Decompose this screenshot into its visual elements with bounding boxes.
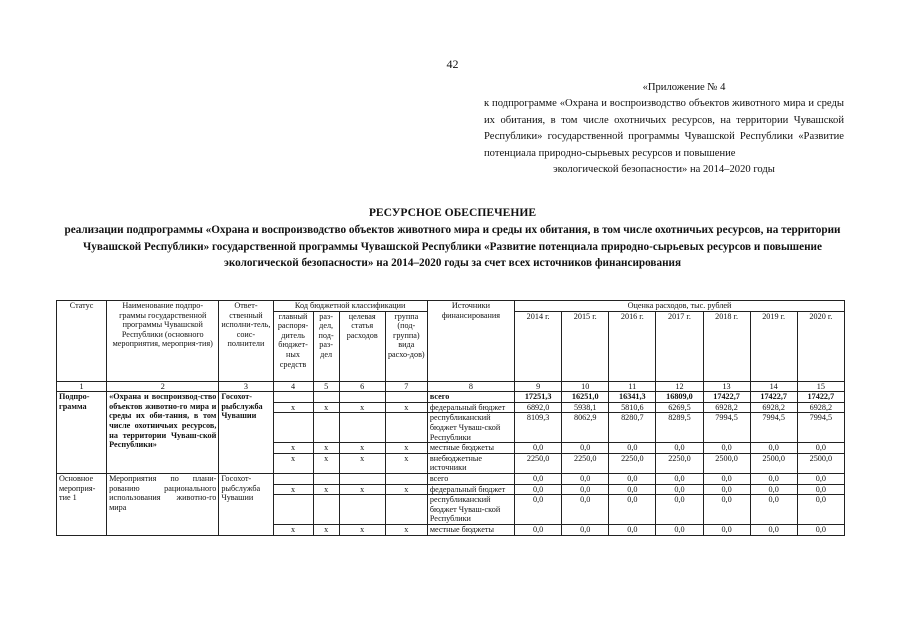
resource-table <box>56 300 845 536</box>
amount-cell: 0,0 <box>656 524 703 535</box>
amount-cell: 0,0 <box>750 484 797 495</box>
table-row <box>57 392 845 403</box>
amount-cell: 0,0 <box>797 473 844 484</box>
amount-cell: 0,0 <box>515 443 562 454</box>
amount-cell: 2250,0 <box>562 453 609 473</box>
header-year: 2019 г. <box>750 311 797 381</box>
budget-code-cell: х <box>273 524 313 535</box>
amount-cell: 17422,7 <box>797 392 844 403</box>
budget-code-cell: х <box>385 453 427 473</box>
header-executor: Ответ-ственный исполни-тель, соис-полнители <box>219 301 273 382</box>
amount-cell: 0,0 <box>515 484 562 495</box>
budget-code-cell <box>313 413 339 443</box>
funding-source: местные бюджеты <box>427 443 514 454</box>
budget-code-cell: х <box>339 453 385 473</box>
budget-code-cell <box>339 495 385 525</box>
amount-cell: 6269,5 <box>656 402 703 413</box>
amount-cell: 16809,0 <box>656 392 703 403</box>
amount-cell: 0,0 <box>609 484 656 495</box>
budget-code-cell: х <box>313 443 339 454</box>
amount-cell: 0,0 <box>750 443 797 454</box>
row-name: Мероприятия по плани-рованию рационального использования животно-го мира <box>107 473 219 535</box>
budget-code-cell: х <box>313 484 339 495</box>
amount-cell: 0,0 <box>562 495 609 525</box>
budget-code-cell <box>339 413 385 443</box>
column-number: 15 <box>797 381 844 392</box>
column-number: 14 <box>750 381 797 392</box>
funding-source: внебюджетные источники <box>427 453 514 473</box>
budget-code-cell: х <box>339 484 385 495</box>
amount-cell: 5938,1 <box>562 402 609 413</box>
budget-code-cell: х <box>339 443 385 454</box>
amount-cell: 2250,0 <box>656 453 703 473</box>
header-year: 2015 г. <box>562 311 609 381</box>
budget-code-cell <box>273 473 313 484</box>
amount-cell: 8289,5 <box>656 413 703 443</box>
amount-cell: 6928,2 <box>703 402 750 413</box>
appendix-note <box>484 80 844 178</box>
amount-cell: 0,0 <box>703 484 750 495</box>
amount-cell: 0,0 <box>797 524 844 535</box>
amount-cell: 7994,5 <box>797 413 844 443</box>
amount-cell: 8062,9 <box>562 413 609 443</box>
amount-cell: 0,0 <box>656 473 703 484</box>
budget-code-cell <box>273 392 313 403</box>
amount-cell: 2250,0 <box>515 453 562 473</box>
header-year: 2018 г. <box>703 311 750 381</box>
header-code-col: группа (под-группа) вида расхо-дов) <box>385 311 427 381</box>
amount-cell: 2500,0 <box>797 453 844 473</box>
amount-cell: 0,0 <box>609 443 656 454</box>
header-sources: Источники финансирования <box>427 301 514 382</box>
amount-cell: 2250,0 <box>609 453 656 473</box>
amount-cell: 0,0 <box>797 495 844 525</box>
budget-code-cell: х <box>313 453 339 473</box>
amount-cell: 16341,3 <box>609 392 656 403</box>
amount-cell: 7994,5 <box>750 413 797 443</box>
column-number: 3 <box>219 381 273 392</box>
amount-cell: 17422,7 <box>703 392 750 403</box>
column-number: 13 <box>703 381 750 392</box>
amount-cell: 0,0 <box>750 495 797 525</box>
row-name: «Охрана и воспроизвод-ство объектов животно-го мира и среды их оби-тания, в том числе охотничьих ресурсов, на территории Чуваш-ской Республики» <box>107 392 219 474</box>
budget-code-cell: х <box>313 524 339 535</box>
amount-cell: 8280,7 <box>609 413 656 443</box>
budget-code-cell: х <box>385 484 427 495</box>
column-number: 6 <box>339 381 385 392</box>
amount-cell: 0,0 <box>750 524 797 535</box>
amount-cell: 0,0 <box>562 524 609 535</box>
amount-cell: 2500,0 <box>703 453 750 473</box>
budget-code-cell <box>339 392 385 403</box>
amount-cell: 17422,7 <box>750 392 797 403</box>
header-code-col: раз-дел, под-раз-дел <box>313 311 339 381</box>
header-budget-code: Код бюджетной классификации <box>273 301 427 312</box>
column-number: 7 <box>385 381 427 392</box>
budget-code-cell <box>385 473 427 484</box>
budget-code-cell <box>313 495 339 525</box>
header-name: Наименование подпро-граммы государственной программы Чувашской Республики (основного мероприятия, мероприя-тия) <box>107 301 219 382</box>
column-number-row <box>57 381 845 392</box>
budget-code-cell <box>313 392 339 403</box>
funding-source: республиканский бюджет Чуваш-ской Республики <box>427 495 514 525</box>
column-number: 5 <box>313 381 339 392</box>
column-number: 8 <box>427 381 514 392</box>
amount-cell: 0,0 <box>515 473 562 484</box>
funding-source: республиканский бюджет Чуваш-ской Республики <box>427 413 514 443</box>
budget-code-cell: х <box>273 484 313 495</box>
amount-cell: 6928,2 <box>750 402 797 413</box>
budget-code-cell: х <box>273 453 313 473</box>
header-code-col: целевая статья расходов <box>339 311 385 381</box>
amount-cell: 0,0 <box>797 443 844 454</box>
budget-code-cell <box>385 413 427 443</box>
amount-cell: 17251,3 <box>515 392 562 403</box>
header-estimate: Оценка расходов, тыс. рублей <box>515 301 845 312</box>
amount-cell: 0,0 <box>515 524 562 535</box>
document-title: РЕСУРСНОЕ ОБЕСПЕЧЕНИЕ <box>368 206 537 219</box>
amount-cell: 0,0 <box>703 495 750 525</box>
budget-code-cell <box>339 473 385 484</box>
budget-code-cell <box>273 413 313 443</box>
budget-code-cell: х <box>385 402 427 413</box>
header-year: 2016 г. <box>609 311 656 381</box>
amount-cell: 0,0 <box>609 524 656 535</box>
budget-code-cell: х <box>385 443 427 454</box>
amount-cell: 0,0 <box>515 495 562 525</box>
budget-code-cell: х <box>313 402 339 413</box>
amount-cell: 7994,5 <box>703 413 750 443</box>
budget-code-cell: х <box>339 402 385 413</box>
amount-cell: 0,0 <box>562 443 609 454</box>
row-status: Подпро-грамма <box>57 392 107 474</box>
budget-code-cell: х <box>339 524 385 535</box>
column-number: 9 <box>515 381 562 392</box>
column-number: 4 <box>273 381 313 392</box>
budget-code-cell <box>273 495 313 525</box>
row-executor: Госохот-рыбслужба Чувашии <box>219 392 273 474</box>
funding-source: всего <box>427 473 514 484</box>
header-year: 2014 г. <box>515 311 562 381</box>
column-number: 10 <box>562 381 609 392</box>
amount-cell: 0,0 <box>656 443 703 454</box>
funding-source: федеральный бюджет <box>427 402 514 413</box>
header-year: 2017 г. <box>656 311 703 381</box>
amount-cell: 0,0 <box>609 495 656 525</box>
header-code-col: главный распоря-дитель бюджет-ных средств <box>273 311 313 381</box>
amount-cell: 0,0 <box>609 473 656 484</box>
budget-code-cell <box>385 495 427 525</box>
budget-code-cell: х <box>273 402 313 413</box>
funding-source: всего <box>427 392 514 403</box>
row-executor: Госохот-рыбслужба Чувашии <box>219 473 273 535</box>
row-status: Основное мероприя-тие 1 <box>57 473 107 535</box>
amount-cell: 0,0 <box>562 473 609 484</box>
amount-cell: 0,0 <box>562 484 609 495</box>
amount-cell: 0,0 <box>656 495 703 525</box>
amount-cell: 8109,3 <box>515 413 562 443</box>
amount-cell: 0,0 <box>797 484 844 495</box>
amount-cell: 6928,2 <box>797 402 844 413</box>
amount-cell: 0,0 <box>703 473 750 484</box>
header-year: 2020 г. <box>797 311 844 381</box>
amount-cell: 0,0 <box>750 473 797 484</box>
amount-cell: 6892,0 <box>515 402 562 413</box>
amount-cell: 5810,6 <box>609 402 656 413</box>
appendix-last-line: экологической безопасности» на 2014–2020 годы <box>553 164 775 176</box>
column-number: 2 <box>107 381 219 392</box>
column-number: 12 <box>656 381 703 392</box>
page-number: 42 <box>446 57 459 71</box>
appendix-body: к подпрограмме «Охрана и воспроизводство объектов животного мира и среды их обитания, в том числе охотничьих ресурсов, на территории Чувашской Республики» государственной программы Чувашской Республики «Развитие потенциала природно-сырьевых ресурсов и повышение <box>484 98 844 159</box>
document-subtitle: реализации подпрограммы «Охрана и воспроизводство объектов животного мира и среды их обитания, в том числе охотничьих ресурсов, на территории Чувашской Республики» государственной программы Чувашской Республики «Развитие потенциала природно-сырьевых ресурсов и повышение экологической безопасности» на 2014–2020 годы за счет всех источников финансирования <box>64 224 841 270</box>
amount-cell: 0,0 <box>656 484 703 495</box>
amount-cell: 2500,0 <box>750 453 797 473</box>
budget-code-cell <box>313 473 339 484</box>
amount-cell: 0,0 <box>703 443 750 454</box>
appendix-title: «Приложение № 4 <box>642 82 726 93</box>
table-row <box>57 473 845 484</box>
funding-source: федеральный бюджет <box>427 484 514 495</box>
column-number: 1 <box>57 381 107 392</box>
column-number: 11 <box>609 381 656 392</box>
funding-source: местные бюджеты <box>427 524 514 535</box>
header-status: Статус <box>57 301 107 382</box>
budget-code-cell: х <box>385 524 427 535</box>
amount-cell: 0,0 <box>703 524 750 535</box>
amount-cell: 16251,0 <box>562 392 609 403</box>
budget-code-cell: х <box>273 443 313 454</box>
budget-code-cell <box>385 392 427 403</box>
table-body <box>57 392 845 535</box>
